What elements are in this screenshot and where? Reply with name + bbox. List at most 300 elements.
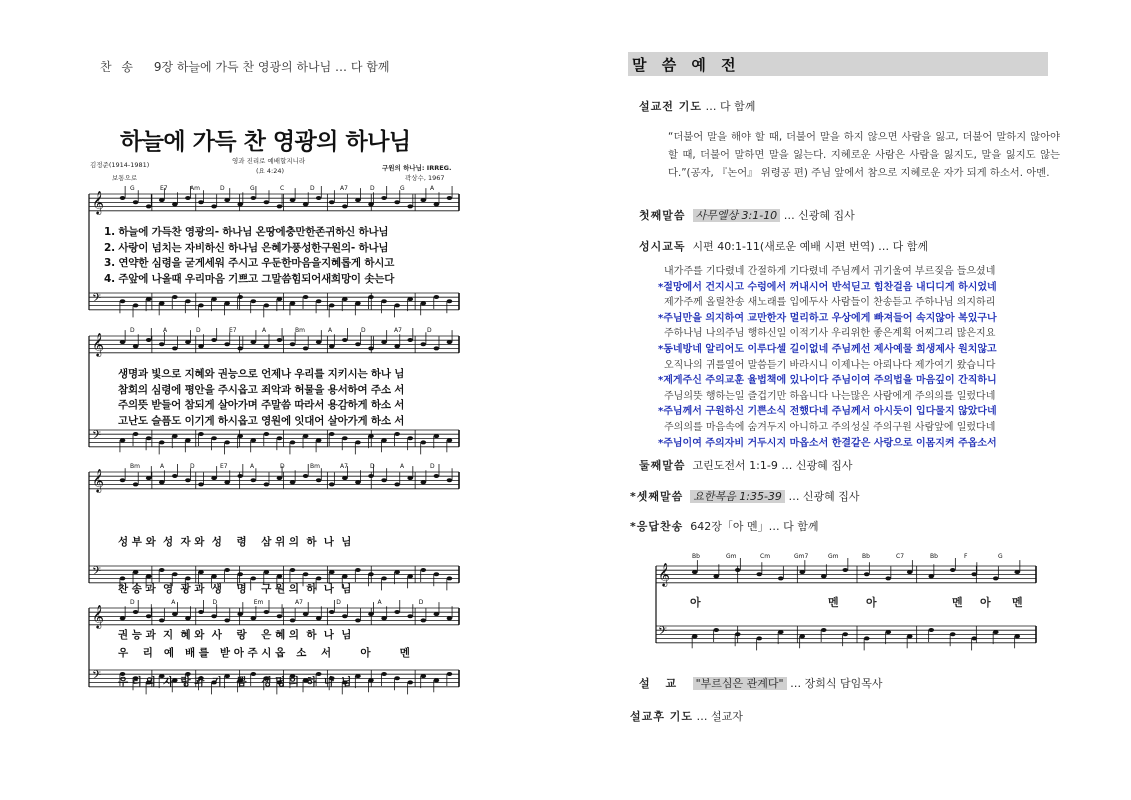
hymn-lyrics-3 [118, 504, 351, 706]
chord-symbol: A7 [340, 463, 348, 470]
note-head [381, 576, 387, 580]
note-head [713, 628, 719, 632]
psalm-line-response: *주님께서 구원하신 기쁜소식 전했다네 주님께서 아시듯이 입다물지 않았다네 [658, 406, 997, 418]
note-head [211, 297, 217, 301]
note-head [172, 202, 178, 206]
note-head [211, 436, 217, 440]
note-head [159, 301, 165, 305]
psalm-line: 내가주를 기다렸네 간절하게 기다렸네 주님께서 귀기울여 부르짖음 들으셨네 [664, 266, 996, 277]
note-head [172, 295, 178, 299]
chord-symbol: D [220, 185, 225, 192]
chord-symbol: D [361, 327, 366, 334]
response-hymn-label: *응답찬송 [630, 520, 684, 533]
note-head [237, 295, 243, 299]
note-head [224, 342, 230, 346]
chord-symbol: D [430, 463, 435, 470]
note-head [198, 200, 204, 204]
note-head [120, 299, 126, 303]
bass-clef-icon: 𝄢 [92, 565, 102, 581]
note-head [316, 196, 322, 200]
note-head [277, 436, 283, 440]
note-head [133, 200, 139, 204]
lyric-line: 3. 연약한 심령을 굳게세워 주시고 우둔한마음을지혜롭게 하시고 [104, 257, 395, 269]
hymn-lyrics-2 [118, 367, 404, 429]
note-head [842, 568, 848, 572]
psalm-line: 주하나님 나의주님 행하신일 이적기사 우리위한 좋은계획 어찌그리 많은지요 [664, 328, 996, 340]
chord-symbol: A [250, 463, 255, 470]
amen-syllable: 멘 [828, 596, 839, 609]
note-head [172, 474, 178, 478]
psalter-label: 성시교독 [639, 240, 686, 253]
first-reading-reader: … 신광혜 집사 [783, 209, 855, 222]
note-head [421, 480, 427, 484]
note-head [211, 338, 217, 342]
note-head [329, 432, 335, 436]
note-head [799, 634, 805, 638]
treble-staff [89, 194, 459, 211]
note-head [290, 342, 296, 346]
note-head [198, 432, 204, 436]
note-head [407, 297, 413, 301]
note-head [434, 612, 440, 616]
sermon [639, 675, 882, 691]
chord-symbol: A [262, 327, 267, 334]
chord-symbol: Bm [130, 463, 140, 470]
first-reading-label: 첫째말씀 [639, 209, 686, 222]
note-head [342, 338, 348, 342]
note-head [421, 568, 427, 572]
note-head [290, 301, 296, 305]
bass-clef-icon: 𝄢 [92, 669, 102, 685]
note-head [198, 344, 204, 348]
chord-symbol: D [370, 463, 375, 470]
lyric-line: 1. 하늘에 가득찬 영광의- 하나님 온땅에충만한존귀하신 하나님 [104, 226, 389, 238]
note-head [928, 574, 934, 578]
chord-symbol: Bb [930, 553, 938, 560]
note-head [277, 297, 283, 301]
note-head [251, 438, 257, 442]
chord-symbol: A [377, 599, 382, 606]
note-head [329, 200, 335, 204]
psalter [639, 238, 928, 254]
note-head [434, 474, 440, 478]
note-head [407, 680, 413, 684]
note-head [198, 303, 204, 307]
note-head [329, 344, 335, 348]
prayer-quote: “더불어 말을 해야 할 때, 더불어 말을 하지 않으면 사람을 잃고, 더불어 말하지 않아야 할 때, 더불어 말하면 말을 잃는다. 지혜로운 사람은 사람을 잃지도, 말을 잃지도 않는다.”(공자, 『논어』 위령공 편) 주님 앞에서 참으로 지혜로운 자가 되게 하소서. 아멘. [668, 131, 1060, 179]
note-head [692, 634, 698, 638]
second-reading [639, 457, 852, 473]
lyric-line: 생명과 빛으로 지혜와 권능으로 언제나 우리를 지키시는 하나 님 [118, 368, 405, 380]
note-head [264, 344, 270, 348]
bass-clef-icon: 𝄢 [92, 429, 102, 445]
note-head [434, 295, 440, 299]
sermon-title: "부르심은 관계다" [693, 677, 787, 690]
note-head [224, 198, 230, 202]
section-title-bar [628, 52, 1048, 76]
note-head [342, 204, 348, 208]
note-head [316, 299, 322, 303]
note-head [251, 196, 257, 200]
note-head [864, 572, 870, 576]
treble-clef-icon: 𝄞 [92, 190, 104, 214]
amen-syllable: 멘 [1012, 596, 1023, 609]
note-head [146, 297, 152, 301]
psalm-line-response: *제게주신 주의교훈 율법책에 있나이다 주님이여 주의법을 마음깊이 간직하니 [658, 375, 997, 387]
note-head [434, 678, 440, 682]
note-head [1014, 570, 1020, 574]
note-head [355, 618, 361, 622]
note-head [407, 574, 413, 578]
chord-symbol: Cm [760, 553, 771, 560]
chord-symbol: D [280, 463, 285, 470]
chord-symbol: Bb [862, 553, 870, 560]
chord-symbol: D [370, 185, 375, 192]
note-head [885, 630, 891, 634]
chord-symbol: F [964, 553, 968, 560]
lyric-line: 우 리 의 자 랑 과 기 쁨 생 명 의 하 나 님 [118, 675, 352, 688]
note-head [290, 440, 296, 444]
note-head [277, 338, 283, 342]
note-head [394, 344, 400, 348]
note-head [381, 340, 387, 344]
note-head [146, 476, 152, 480]
note-head [381, 672, 387, 676]
third-reading [630, 488, 860, 504]
note-head [355, 674, 361, 678]
note-head [381, 478, 387, 482]
note-head [146, 204, 152, 208]
pre-prayer-label: 설교전 기도 [639, 100, 702, 113]
response-hymn [630, 518, 819, 534]
note-head [421, 440, 427, 444]
note-head [394, 676, 400, 680]
note-head [447, 616, 453, 620]
note-head [692, 570, 698, 574]
note-head [355, 480, 361, 484]
note-head [713, 574, 719, 578]
pre-sermon-prayer [639, 98, 755, 114]
note-head [1014, 634, 1020, 638]
hymn-subtitle: 영과 진리로 예배할지니라 [232, 157, 306, 165]
psalm-line: 주님의뜻 행하는일 즐겁기만 하옵니다 나는많은 사람에게 주의의를 일렀다네 [664, 390, 996, 402]
bass-clef-icon: 𝄢 [658, 625, 668, 641]
note-head [394, 200, 400, 204]
note-head [928, 628, 934, 632]
note-head [799, 570, 805, 574]
note-head [303, 346, 309, 350]
note-head [133, 303, 139, 307]
note-head [120, 438, 126, 442]
lyric-line: 주의뜻 받들어 참되게 살아가며 주말씀 따라서 용감하게 하소 서 [118, 399, 405, 411]
note-head [146, 338, 152, 342]
chord-symbol: Gm7 [794, 553, 809, 560]
note-head [146, 436, 152, 440]
note-head [407, 204, 413, 208]
note-head [172, 434, 178, 438]
psalm-line-response: *주님이여 주의자비 거두시지 마옵소서 한결같은 사랑으로 이몸지켜 주옵소서 [658, 437, 997, 449]
note-head [290, 198, 296, 202]
chord-symbol: D [130, 599, 135, 606]
note-head [185, 438, 191, 442]
note-head [907, 570, 913, 574]
note-head [421, 674, 427, 678]
note-head [277, 476, 283, 480]
chord-symbol: D [418, 599, 424, 606]
note-head [434, 202, 440, 206]
amen-syllable: 아 [690, 596, 701, 609]
note-head [159, 198, 165, 202]
note-head [394, 610, 400, 614]
note-head [821, 628, 827, 632]
note-head [251, 299, 257, 303]
chord-symbol: Bb [692, 553, 700, 560]
chord-symbol: G [250, 185, 255, 192]
note-head [381, 299, 387, 303]
amen-syllable: 멘 [952, 596, 963, 609]
note-head [421, 198, 427, 202]
note-head [237, 434, 243, 438]
note-head [237, 202, 243, 206]
hymn-author: 김정준(1914-1981) [90, 161, 150, 169]
hymn-header-label: 찬 송 [100, 60, 136, 74]
bass-staff [89, 430, 459, 447]
note-head [355, 568, 361, 572]
third-reading-label: *셋째말씀 [630, 490, 684, 503]
post-prayer-text: … 설교자 [696, 710, 743, 723]
lyric-line: 찬 송 과 영 광 과 생 명 구 원 의 하 나 님 [118, 582, 352, 595]
note-head [355, 342, 361, 346]
first-reading-ref: 사무엘상 3:1-10 [693, 209, 781, 222]
note-head [159, 342, 165, 346]
note-head [355, 301, 361, 305]
note-head [447, 478, 453, 482]
chord-symbol: G [400, 185, 405, 192]
note-head [303, 474, 309, 478]
treble-staff [89, 472, 459, 489]
sermon-preacher: … 장희식 담임목사 [790, 677, 883, 690]
note-head [342, 476, 348, 480]
note-head [224, 480, 230, 484]
note-head [381, 196, 387, 200]
chord-symbol: G [130, 185, 135, 192]
chord-symbol: D [190, 463, 195, 470]
note-head [133, 344, 139, 348]
hymn-header-text: 9장 하늘에 가득 찬 영광의 하나님 … 다 함께 [153, 60, 390, 74]
note-head [407, 436, 413, 440]
third-reading-reader: … 신광혜 집사 [788, 490, 860, 503]
note-head [394, 432, 400, 436]
psalm-reading [658, 264, 997, 451]
chord-symbol: D [310, 185, 315, 192]
chord-symbol: D [196, 327, 201, 334]
note-head [251, 478, 257, 482]
hymn-amen-line: 우 리 예 배 를 받 아 주 시 옵 소 서 아 멘 [118, 647, 410, 659]
third-reading-ref: 요한복음 1:35-39 [690, 490, 785, 503]
note-head [864, 636, 870, 640]
chord-symbol: A [430, 185, 435, 192]
chord-symbol: Gm [828, 553, 839, 560]
chord-symbol: A [328, 327, 333, 334]
post-prayer-label: 설교후 기도 [630, 710, 693, 723]
note-head [224, 301, 230, 305]
chord-symbol: A [163, 327, 168, 334]
note-head [885, 576, 891, 580]
pre-prayer-text: … 다 함께 [705, 100, 756, 113]
psalter-text: 시편 40:1-11(새로운 예배 시편 번역) … 다 함께 [692, 240, 929, 253]
note-head [185, 340, 191, 344]
amen-syllable: 아 [980, 596, 991, 609]
note-head [159, 440, 165, 444]
chord-symbol: A7 [295, 599, 303, 606]
chord-symbol: D [427, 327, 432, 334]
note-head [993, 576, 999, 580]
note-head [159, 480, 165, 484]
note-head [421, 301, 427, 305]
hymn-tempo: 보통으로 [112, 174, 138, 182]
hymn-verse-ref: (요 4:24) [256, 167, 285, 175]
note-head [447, 340, 453, 344]
lyric-line: 2. 사랑이 넘치는 자비하신 하나님 은혜가풍성한구원의- 하나님 [104, 241, 389, 254]
psalm-line-response: *주님만을 의지하여 교만한자 멀리하고 우상에게 빠져들어 속지않아 복있구나 [658, 312, 997, 324]
psalm-line-response: *절망에서 건지시고 수렁에서 꺼내시어 반석딛고 힘찬걸음 내디디게 하시었네 [658, 281, 997, 293]
note-head [756, 636, 762, 640]
second-reading-ref: 고린도전서 1:1-9 [692, 459, 778, 472]
second-reading-reader: … 신광혜 집사 [781, 459, 853, 472]
note-head [407, 614, 413, 618]
note-head [198, 482, 204, 486]
note-head [237, 346, 243, 350]
amen-syllable: 아 [866, 596, 877, 609]
note-head [447, 196, 453, 200]
chord-symbol: E7 [229, 327, 237, 334]
note-head [355, 198, 361, 202]
chord-symbol: Gm [726, 553, 737, 560]
lyric-line: 참회의 심령에 평안을 주시옵고 죄악과 허물을 용서하여 주소 서 [118, 383, 405, 396]
note-head [251, 340, 257, 344]
chord-symbol: A [171, 599, 176, 606]
treble-clef-icon: 𝄞 [92, 604, 104, 628]
note-head [303, 434, 309, 438]
chord-symbol: Bm [310, 463, 320, 470]
section-title: 말 씀 예 전 [632, 56, 741, 74]
note-head [407, 476, 413, 480]
note-head [133, 482, 139, 486]
note-head [172, 346, 178, 350]
note-head [381, 438, 387, 442]
note-head [756, 572, 762, 576]
note-head [316, 438, 322, 442]
note-head [434, 572, 440, 576]
psalm-line-response: *동네방네 알리어도 이루다셀 길이없네 주님께선 제사예물 희생제사 원치않고 [658, 343, 997, 355]
note-head [329, 482, 335, 486]
hymn-lyrics-1 [104, 225, 394, 287]
chord-symbol: E7 [220, 463, 228, 470]
note-head [316, 478, 322, 482]
hymn-composer: 곽상수, 1967 [405, 174, 445, 182]
chord-symbol: E7 [160, 185, 168, 192]
chord-symbol: Em [253, 599, 264, 606]
psalm-line: 제가주께 올릴찬송 새노래를 입에두사 사람들이 찬송듣고 주하나님 의지하리 [664, 297, 996, 309]
note-head [342, 297, 348, 301]
treble-clef-icon: 𝄞 [92, 332, 104, 356]
chord-symbol: D [212, 599, 218, 606]
note-head [185, 299, 191, 303]
note-head [434, 434, 440, 438]
note-head [993, 630, 999, 634]
note-head [290, 480, 296, 484]
note-head [329, 303, 335, 307]
lyric-line: 고난도 슬픔도 이기게 하시옵고 영원에 잇대어 살아가게 하소 서 [118, 414, 405, 427]
hymn-tune: 구원의 하나님: IRREG. [382, 164, 452, 172]
note-head [950, 568, 956, 572]
note-head [907, 634, 913, 638]
note-head [264, 482, 270, 486]
lyric-line: 권 능 과 지 혜 와 사 랑 은 혜 의 하 나 님 [118, 629, 352, 641]
lyric-line: 성 부 와 성 자 와 성 령 삼 위 의 하 나 님 [118, 536, 352, 548]
chord-symbol: C7 [896, 553, 905, 560]
note-head [381, 616, 387, 620]
second-reading-label: 둘째말씀 [639, 459, 686, 472]
note-head [264, 303, 270, 307]
note-head [120, 196, 126, 200]
post-sermon-prayer [630, 708, 743, 724]
bass-clef-icon: 𝄢 [92, 292, 102, 308]
note-head [421, 618, 427, 622]
hymn-title: 하늘에 가득 찬 영광의 하나님 [120, 129, 411, 155]
psalm-line: 주의의를 마음속에 숨겨두지 아니하고 주의성실 주의구원 사람앞에 일렀다네 [664, 421, 996, 433]
chord-symbol: Bm [295, 327, 305, 334]
note-head [421, 342, 427, 346]
note-head [407, 338, 413, 342]
note-head [303, 202, 309, 206]
hymn-header [100, 58, 389, 75]
sermon-label: 설 교 [639, 677, 683, 690]
note-head [447, 576, 453, 580]
lyric-line: 4. 주앞에 나올때 우리마음 기쁘고 그말씀힘되어새희망이 솟는다 [104, 272, 395, 285]
note-head [821, 574, 827, 578]
response-hymn-text: 642장「아 멘」… 다 함께 [690, 520, 819, 533]
bass-staff [89, 293, 459, 310]
note-head [185, 196, 191, 200]
note-head [342, 436, 348, 440]
chord-symbol: A7 [394, 327, 402, 334]
chord-symbol: A7 [340, 185, 348, 192]
note-head [778, 576, 784, 580]
note-head [211, 476, 217, 480]
note-head [447, 438, 453, 442]
note-head [237, 474, 243, 478]
note-head [303, 295, 309, 299]
chord-symbol: C [280, 185, 285, 192]
note-head [316, 340, 322, 344]
psalm-line: 오직나의 귀를열어 말씀듣기 바라시니 이제나는 아뢰나다 제가여기 왔습니다 [664, 359, 996, 371]
note-head [394, 482, 400, 486]
note-head [277, 204, 283, 208]
note-head [120, 340, 126, 344]
note-head [394, 570, 400, 574]
note-head [264, 432, 270, 436]
chord-symbol: A [400, 463, 405, 470]
chord-symbol: D [336, 599, 341, 606]
chord-symbol: Am [190, 185, 200, 192]
note-head [355, 440, 361, 444]
note-head [778, 630, 784, 634]
note-head [394, 303, 400, 307]
note-head [842, 632, 848, 636]
treble-clef-icon: 𝄞 [658, 562, 670, 586]
note-head [434, 346, 440, 350]
